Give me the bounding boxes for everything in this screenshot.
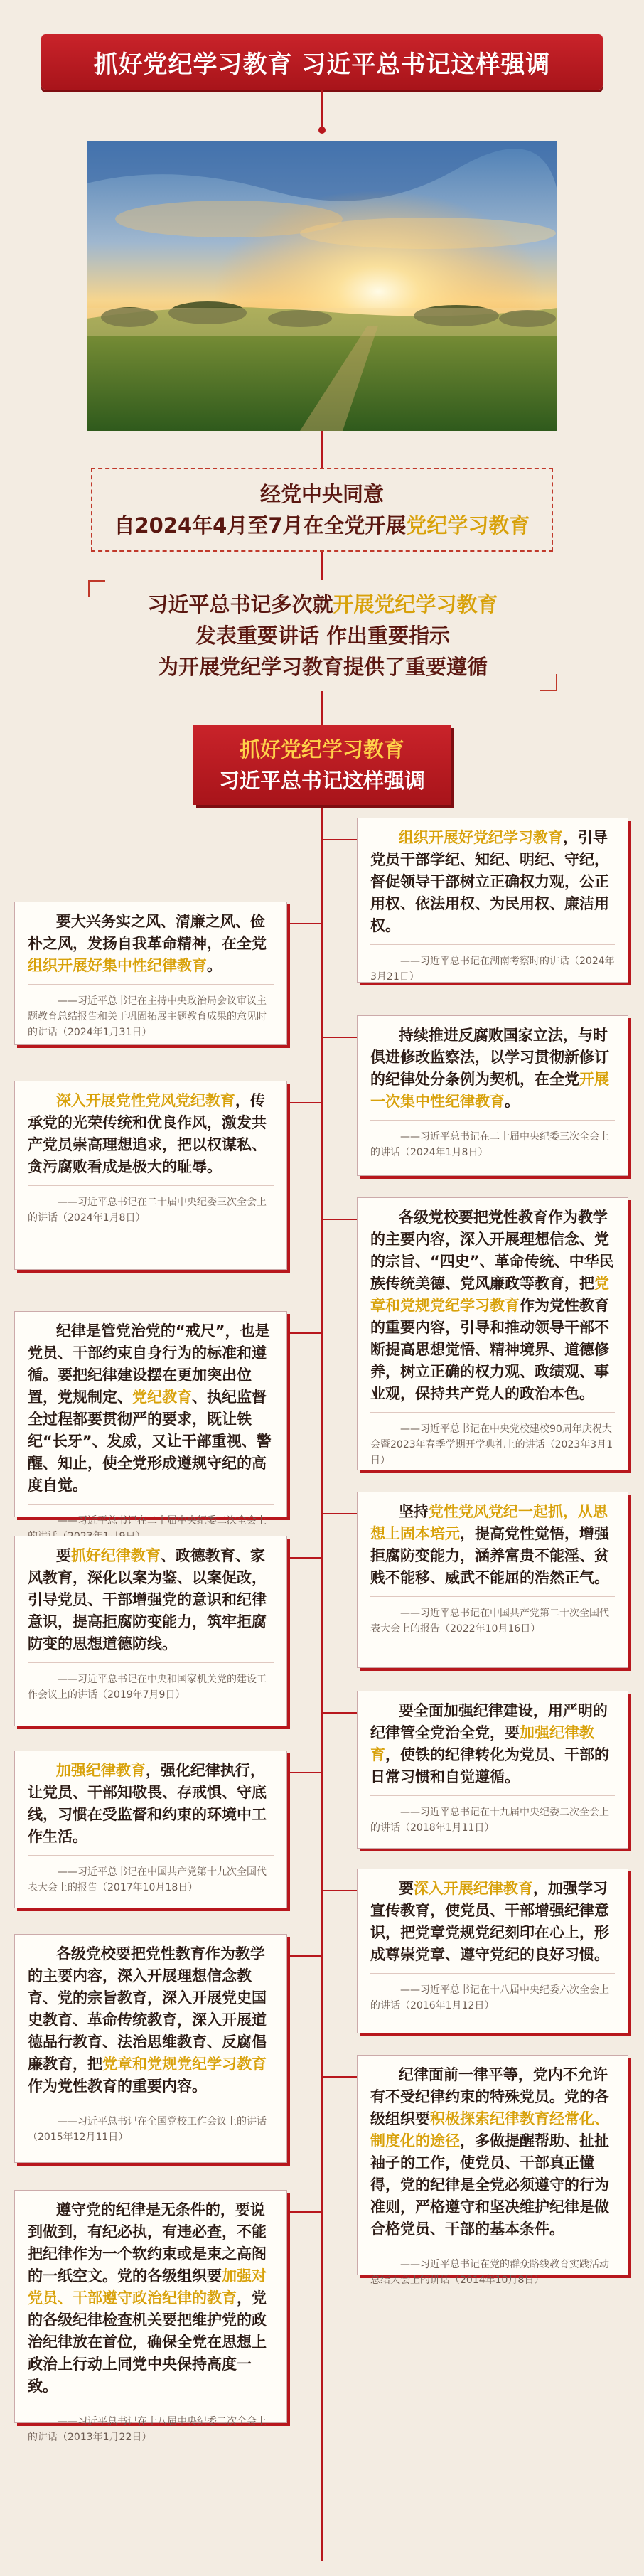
summary-line-2: 发表重要讲话 作出重要指示 bbox=[195, 624, 451, 648]
highlight: 组织开展好党纪学习教育 bbox=[398, 829, 563, 846]
section-title-2: 习近平总书记这样强调 bbox=[218, 769, 425, 793]
intro-line-1: 经党中央同意 bbox=[259, 482, 384, 506]
quote-source: ——习近平总书记在二十届中央纪委三次全会上的讲话（2024年1月8日） bbox=[28, 1197, 267, 1224]
quote-source: ——习近平总书记在十八届中央纪委二次全会上的讲话（2013年1月22日） bbox=[28, 2416, 267, 2443]
divider bbox=[28, 1855, 274, 1856]
quote-text: 各级党校要把党性教育作为教学的主要内容，深入开展理想信念、党的宗旨、“四史”、革命传统、中华民族传统美德、党风廉政等教育，把党章和党规党纪学习教育作为党性教育的重要内容，引导和推动领导干部不断提高思想觉悟、精神境界、道德修养，树立正确的权力观、政绩观、事业观，保持共产党人的政治本色。 bbox=[370, 1209, 614, 1402]
intro-line-2: 自2024年4月至7月在全党开展党纪学习教育 bbox=[114, 513, 530, 538]
quote-source: ——习近平总书记在中国共产党第十九次全国代表大会上的报告（2017年10月18日） bbox=[28, 1866, 267, 1893]
quote-source: ——习近平总书记在党的群众路线教育实践活动总结大会上的讲话（2014年10月8日） bbox=[370, 2259, 609, 2286]
left-quote-card bbox=[14, 902, 287, 1045]
quote-source: ——习近平总书记在十八届中央纪委六次全会上的讲话（2016年1月12日） bbox=[370, 1984, 609, 2011]
timeline-connector bbox=[323, 1219, 357, 1220]
timeline-connector bbox=[287, 1332, 321, 1334]
highlight: 党章和党规党纪学习教育 bbox=[370, 1275, 609, 1314]
divider bbox=[370, 1120, 615, 1121]
left-quote-card bbox=[14, 1536, 287, 1726]
right-quote-card bbox=[357, 818, 628, 983]
right-quote-card bbox=[357, 2055, 628, 2286]
summary-line-1: 习近平总书记多次就开展党纪学习教育 bbox=[147, 592, 498, 616]
right-quote-card bbox=[357, 1197, 628, 1470]
quote-text: 组织开展好党纪学习教育，引导党员干部学纪、知纪、明纪、守纪，督促领导干部树立正确权力观，公正用权、依法用权、为民用权、廉洁用权。 bbox=[370, 829, 609, 934]
quote-text: 要抓好纪律教育、政德教育、家风教育，深化以案为鉴、以案促改，引导党员、干部增强党的意识和纪律意识，提高拒腐防变能力，筑牢拒腐防变的思想道德防线。 bbox=[28, 1547, 267, 1652]
highlight: 深入开展党性党风党纪教育 bbox=[55, 1092, 235, 1109]
intro-box bbox=[91, 468, 553, 552]
quote-source: ——习近平总书记在中国共产党第二十次全国代表大会上的报告（2022年10月16日） bbox=[370, 1608, 609, 1635]
timeline-connector bbox=[323, 1890, 357, 1891]
left-quote-card bbox=[14, 2190, 287, 2443]
divider bbox=[370, 1596, 615, 1597]
highlight: 积极探索纪律教育经常化、制度化的途径 bbox=[370, 2110, 609, 2149]
highlight: 加强对党员、干部遵守政治纪律的教育 bbox=[28, 2267, 267, 2307]
quote-source: ——习近平总书记在中央和国家机关党的建设工作会议上的讲话（2019年7月9日） bbox=[28, 1674, 267, 1701]
highlight: 党纪学习教育 bbox=[406, 513, 530, 538]
highlight: 开展党纪学习教育 bbox=[333, 592, 498, 616]
left-quote-card bbox=[14, 1311, 287, 1527]
highlight: 党性党风党纪一起抓，从思想上固本培元 bbox=[370, 1503, 608, 1542]
quote-source: ——习近平总书记在全国党校工作会议上的讲话（2015年12月11日） bbox=[28, 2116, 267, 2143]
right-quote-card bbox=[357, 1869, 628, 2033]
divider bbox=[370, 944, 615, 945]
right-quote-card bbox=[357, 1691, 628, 1849]
quote-text: 遵守党的纪律是无条件的，要说到做到，有纪必执，有违必查，不能把纪律作为一个软约束或是束之高阁的一纸空文。党的各级组织要加强对党员、干部遵守政治纪律的教育，党的各级纪律检查机关要把维护党的政治纪律放在首位，确保全党在思想上政治上行动上同党中央保持高度一致。 bbox=[28, 2201, 267, 2395]
section-banner bbox=[193, 725, 451, 805]
section-title-1: 抓好党纪学习教育 bbox=[239, 737, 404, 761]
connector-dot bbox=[318, 127, 326, 134]
connector-line bbox=[321, 90, 323, 131]
bracket-corner bbox=[88, 580, 105, 597]
timeline-connector bbox=[323, 1037, 357, 1038]
quote-source: ——习近平总书记在十九届中央纪委二次全会上的讲话（2018年1月11日） bbox=[370, 1807, 609, 1834]
timeline-connector bbox=[323, 1712, 357, 1714]
quote-source: ——习近平总书记在二十届中央纪委三次全会上的讲话（2024年1月8日） bbox=[370, 1131, 609, 1158]
timeline-connector bbox=[287, 1102, 321, 1103]
highlight: 党章和党规党纪学习教育 bbox=[102, 2056, 267, 2073]
timeline-connector bbox=[287, 923, 321, 924]
timeline-connector bbox=[323, 1513, 357, 1514]
divider bbox=[28, 1185, 274, 1186]
summary-line-3: 为开展党纪学习教育提供了重要遵循 bbox=[157, 655, 488, 679]
quote-text: 坚持党性党风党纪一起抓，从思想上固本培元，提高党性觉悟，增强拒腐防变能力，涵养富贵不能淫、贫贱不能移、威武不能屈的浩然正气。 bbox=[370, 1503, 609, 1586]
timeline-connector bbox=[323, 2076, 357, 2078]
quote-text: 纪律面前一律平等，党内不允许有不受纪律约束的特殊党员。党的各级组织要积极探索纪律教育经常化、制度化的途径，多做提醒帮助、扯扯袖子的工作，使党员、干部真正懂得，党的纪律是全党必须遵守的行为准则，严格遵守和坚决维护纪律是做合格党员、干部的基本条件。 bbox=[370, 2066, 609, 2238]
summary-block bbox=[88, 580, 557, 691]
divider bbox=[370, 1795, 615, 1796]
left-quote-card bbox=[14, 1934, 287, 2163]
divider bbox=[370, 1973, 615, 1974]
connector-line bbox=[321, 431, 323, 468]
sunrise-landscape-illustration bbox=[87, 141, 557, 431]
right-quote-card bbox=[357, 1015, 628, 1176]
bracket-corner bbox=[540, 674, 557, 691]
sunrise-landscape-image bbox=[87, 141, 557, 431]
quote-source: ——习近平总书记在湖南考察时的讲话（2024年3月21日） bbox=[370, 956, 615, 983]
highlight: 加强纪律教育 bbox=[370, 1724, 594, 1763]
highlight: 党纪教育 bbox=[132, 1389, 192, 1406]
quote-text: 纪律是管党治党的“戒尺”，也是党员、干部约束自身行为的标准和遵循。要把纪律建设摆在更加突出位置，党规制定、党纪教育、执纪监督全过程都要贯彻严的要求，既让铁纪“长牙”、发威，又让干部重视、警醒、知止，使全党形成遵规守纪的高度自觉。 bbox=[28, 1322, 272, 1494]
quote-text: 要深入开展纪律教育，加强学习宣传教育，使党员、干部增强纪律意识，把党章党规党纪刻印在心上，形成尊崇党章、遵守党纪的良好习惯。 bbox=[370, 1880, 609, 1963]
quote-text: 要大兴务实之风、清廉之风、俭朴之风，发扬自我革命精神，在全党组织开展好集中性纪律教育。 bbox=[28, 913, 267, 974]
quote-source: ——习近平总书记在中央党校建校90周年庆祝大会暨2023年春季学期开学典礼上的讲话（2023年3月1日） bbox=[370, 1423, 613, 1466]
page-title: 抓好党纪学习教育 习近平总书记这样强调 bbox=[41, 34, 603, 90]
divider bbox=[370, 1412, 615, 1413]
highlight: 加强纪律教育 bbox=[55, 1762, 146, 1779]
divider bbox=[28, 984, 274, 985]
timeline-connector bbox=[287, 1772, 321, 1773]
quote-source: ——习近平总书记在主持中央政治局会议审议主题教育总结报告和关于巩固拓展主题教育成果的意见时的讲话（2024年1月31日） bbox=[28, 995, 267, 1038]
quote-text: 要全面加强纪律建设，用严明的纪律管全党治全党，要加强纪律教育，使铁的纪律转化为党员、干部的日常习惯和自觉遵循。 bbox=[370, 1702, 609, 1785]
timeline-connector bbox=[287, 1955, 321, 1957]
right-quote-card bbox=[357, 1492, 628, 1668]
timeline-connector bbox=[287, 2211, 321, 2213]
highlight: 组织开展好集中性纪律教育 bbox=[28, 957, 207, 974]
left-quote-card bbox=[14, 1751, 287, 1908]
quote-text: 各级党校要把党性教育作为教学的主要内容，深入开展理想信念教育、党的宗旨教育，深入开展党史国史教育、革命传统教育，深入开展道德品行教育、法治思维教育、反腐倡廉教育，把党章和党规党纪学习教育作为党性教育的重要内容。 bbox=[28, 1945, 267, 2095]
quote-text: 持续推进反腐败国家立法，与时俱进修改监察法，以学习贯彻新修订的纪律处分条例为契机，在全党开展一次集中性纪律教育。 bbox=[370, 1027, 609, 1110]
connector-line bbox=[321, 691, 323, 725]
connector-line bbox=[321, 552, 323, 580]
highlight: 开展一次集中性纪律教育 bbox=[370, 1071, 609, 1110]
highlight: 抓好纪律教育 bbox=[70, 1547, 161, 1564]
left-quote-card bbox=[14, 1081, 287, 1270]
timeline-connector bbox=[287, 1557, 321, 1559]
timeline-connector bbox=[323, 839, 357, 840]
timeline-spine bbox=[321, 805, 323, 2561]
quote-text: 加强纪律教育，强化纪律执行，让党员、干部知敬畏、存戒惧、守底线，习惯在受监督和约束的环境中工作生活。 bbox=[28, 1762, 267, 1845]
divider bbox=[28, 1504, 274, 1505]
quote-source: ——习近平总书记在二十届中央纪委二次全会上 bbox=[58, 1515, 267, 1527]
quote-text: 深入开展党性党风党纪教育，传承党的光荣传统和优良作风，激发共产党员崇高理想追求，把以权谋私、贪污腐败看成是极大的耻辱。 bbox=[28, 1092, 267, 1175]
highlight: 深入开展纪律教育 bbox=[413, 1880, 533, 1897]
divider bbox=[28, 1662, 274, 1663]
